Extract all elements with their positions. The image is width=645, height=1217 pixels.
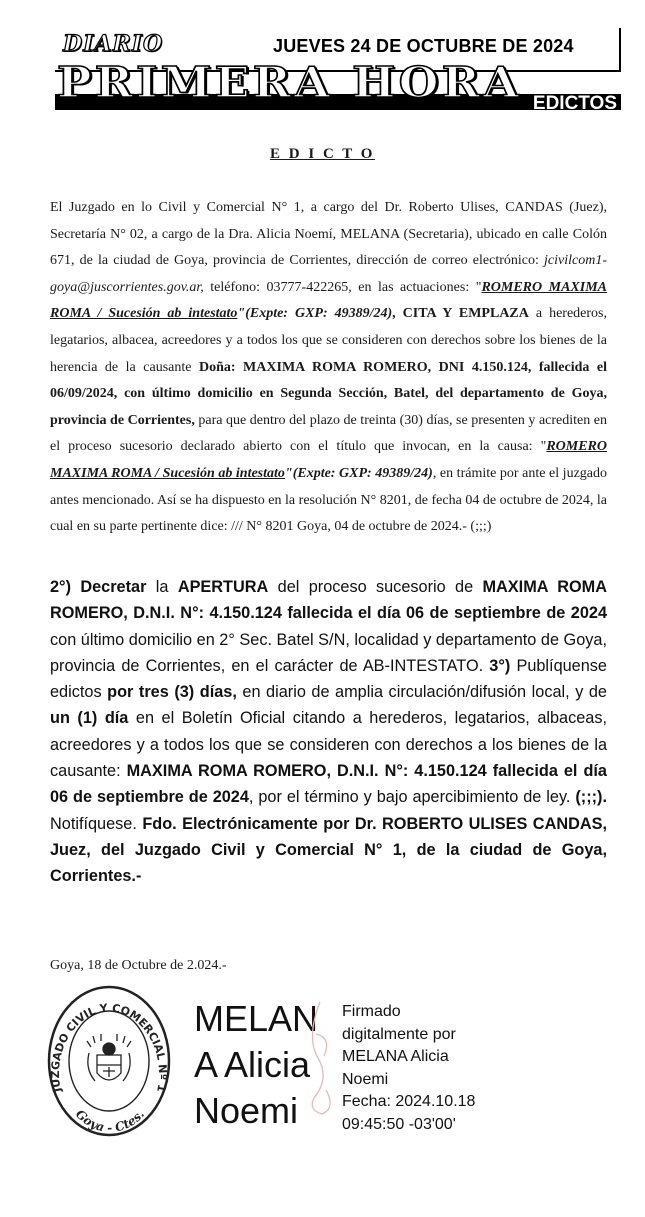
text-span: teléfono: 03777-422265, en las actuaciones: " — [203, 279, 482, 295]
signature-info-line: digitalmente por — [342, 1025, 456, 1043]
text-span: MAXIMA ROMA ROMERO, D.N.I. N°: 4.150.124 fallecida el día 06 de septiembre de 2024 — [50, 578, 607, 623]
text-span: , por el término y bajo apercibimiento de ley. — [248, 788, 576, 807]
text-span: a herederos, legatarios, albacea, acreedores y a todos los que se consideren con derechos sobre los bienes de la herencia de la causante — [50, 306, 607, 375]
court-seal-icon — [45, 983, 173, 1141]
text-span: un (1) día — [50, 709, 129, 728]
text-span: en el Boletín Oficial citando a herederos, legatarios, albaceas, acreedores y a todos los que se consideren con derechos a los bienes de la causante: — [50, 709, 608, 781]
case-number: (Expte: GXP: 49389/24) — [292, 465, 433, 481]
signature-info-line: 09:45:50 -03'00' — [342, 1115, 456, 1133]
cita-y-emplaza: CITA Y EMPLAZA — [402, 306, 529, 322]
text-span: para que dentro del plazo de treinta (30) días, se presenten y acrediten en el proceso sucesorio declarado abierto con el título que invocan, en la causa: " — [50, 412, 608, 455]
text-span: Publíquense edictos — [50, 656, 607, 702]
seal-bottom-text: Goya - Ctes. — [72, 1106, 148, 1135]
signed-by: Fdo. Electrónicamente por Dr. ROBERTO ULISES CANDAS, Juez, del Juzgado Civil y Comercial N° 1, de la ciudad de Goya, Corrientes.- — [50, 814, 607, 886]
masthead-section-label: EDICTOS — [532, 93, 617, 110]
text-span: del proceso sucesorio de — [268, 578, 483, 596]
signature-name-line: Noemi — [194, 1090, 299, 1131]
signature-name-line: MELAN — [194, 998, 319, 1039]
edicto-paragraph-intro — [50, 195, 607, 541]
text-span: en diario de amplia circulación/difusión local, y de — [236, 683, 607, 702]
signature-info-line: MELANA Alicia — [342, 1048, 449, 1065]
signature-info — [342, 1001, 475, 1136]
text-span: El Juzgado en lo Civil y Comercial N° 1, a cargo del Dr. Roberto Ulises, CANDAS (Juez), Secretaría N° 02, a cargo de la Dra. Alicia Noemí, MELANA (Secretaria), ubicado en calle Colón 671, de la ciudad de Goya, provincia de Corrientes, dirección de correo electrónico: — [50, 200, 607, 269]
text-span: la — [146, 578, 178, 596]
email-link[interactable]: jcivilcom1-goya@juscorrientes.gov.ar, — [50, 253, 607, 295]
edicto-paragraph-resolution — [50, 574, 607, 890]
signature-info-line: Firmado — [342, 1003, 401, 1020]
masthead — [55, 28, 621, 110]
case-title: ROMERO MAXIMA ROMA / Sucesión ab intestato — [50, 439, 607, 481]
text-span: MAXIMA ROMA ROMERO, D.N.I. N°: 4.150.124 fallecida el día 06 de septiembre de 2024 — [50, 762, 607, 807]
seal-ring-text: JUZGADO CIVIL Y COMERCIAL Nº 1 — [48, 1001, 170, 1094]
text-span: con último domicilio en 2° Sec. Batel S/N, localidad y departamento de Goya, provincia de Corrientes, en el carácter de AB-INTESTATO. — [50, 630, 607, 675]
text-span: , — [392, 306, 403, 322]
text-span: , en trámite por ante el juzgado antes mencionado. Así se ha dispuesto en la resolución N° 8201, de fecha 04 de octubre de 2024, la cual en su parte pertinente dice: /// N° 8201 Goya, 04 de octubre de 2024.- (;;;) — [50, 465, 608, 535]
text-span: " — [237, 306, 246, 322]
text-span: Notifíquese. — [50, 814, 143, 833]
closing-date: Goya, 18 de Octubre de 2.024.- — [50, 958, 227, 973]
signature-name-line: A Alicia — [194, 1044, 311, 1085]
text-span: 2°) Decretar — [50, 578, 147, 596]
text-span: (;;;). — [575, 788, 607, 807]
masthead-diario: DIARIO — [63, 31, 164, 57]
masthead-title: PRIMERA HORA — [57, 58, 522, 107]
text-span: por tres (3) días, — [107, 683, 237, 702]
signature-info-line: Fecha: 2024.10.18 — [342, 1093, 476, 1110]
text-span: 3°) — [489, 656, 511, 675]
causante-details: Doña: MAXIMA ROMA ROMERO, DNI 4.150.124, fallecida el 06/09/2024, con último domicilio en Segunda Sección, Batel, del departamento de Goya, provincia de Corrientes, — [50, 359, 607, 428]
signature-scribble-icon — [296, 998, 346, 1118]
case-number: (Expte: GXP: 49389/24) — [245, 306, 393, 322]
masthead-date: JUEVES 24 DE OCTUBRE DE 2024 — [273, 36, 574, 56]
case-title: ROMERO MAXIMA ROMA / Sucesión ab intestato — [50, 279, 607, 322]
text-span: " — [284, 465, 293, 481]
edicto-heading: E D I C T O — [270, 146, 375, 162]
signature-info-line: Noemi — [342, 1070, 389, 1088]
text-span: APERTURA — [177, 578, 269, 596]
